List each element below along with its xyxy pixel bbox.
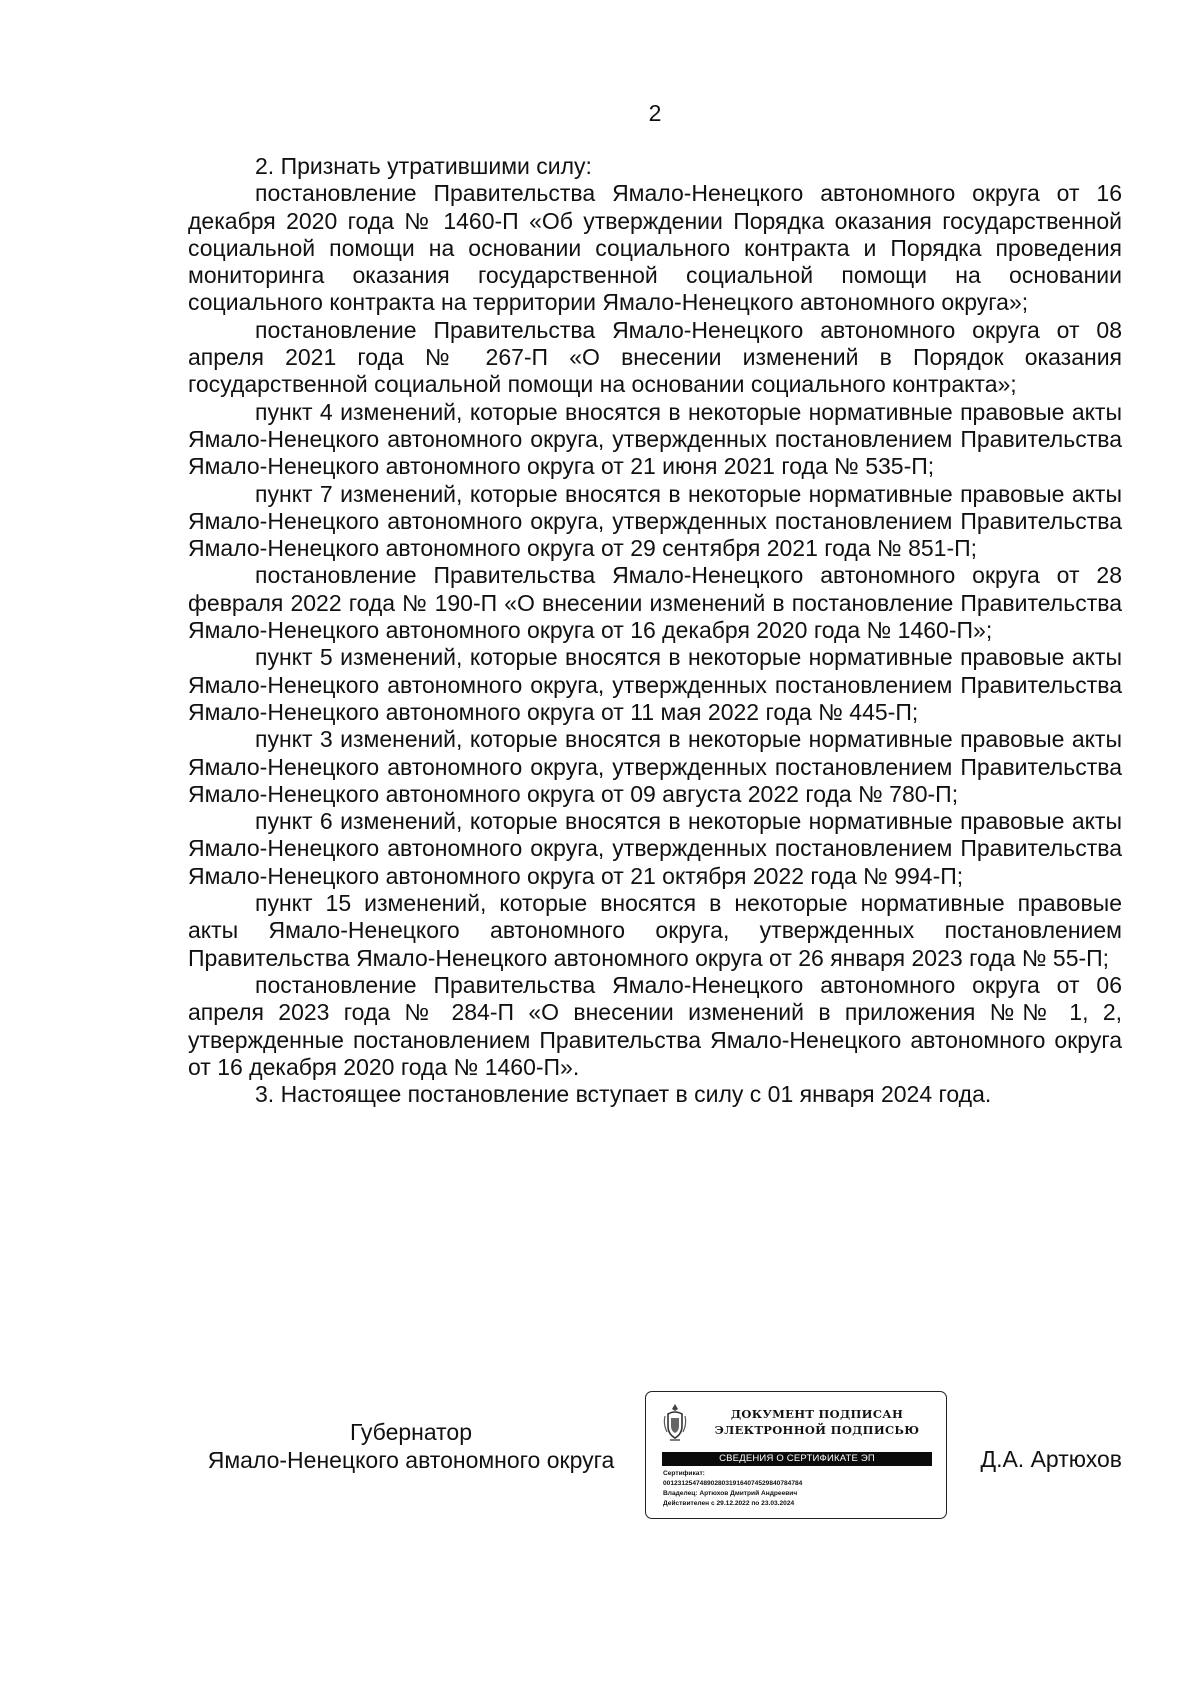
- signature-block: [0, 1388, 1200, 1528]
- paragraph: пункт 7 изменений, которые вносятся в некоторые нормативные правовые акты Ямало-Ненецкого автономного округа, утвержденных постановлением Правительства Ямало-Ненецкого автономного округа от 29 сентября 2021 года № 851-П;: [188, 480, 1122, 562]
- paragraph: постановление Правительства Ямало-Ненецкого автономного округа от 28 февраля 2022 года № 190-П «О внесении изменений в постановление Правительства Ямало-Ненецкого автономного округа от 16 декабря 2020 года № 1460-П»;: [188, 562, 1122, 644]
- signatory-position-line: Ямало-Ненецкого автономного округа: [207, 1447, 615, 1473]
- certificate-details: [663, 1469, 939, 1509]
- stamp-title-line: ЭЛЕКТРОННОЙ ПОДПИСЬЮ: [714, 1423, 920, 1437]
- paragraph: пункт 6 изменений, которые вносятся в некоторые нормативные правовые акты Ямало-Ненецкого автономного округа, утвержденных постановлением Правительства Ямало-Ненецкого автономного округа от 21 октября 2022 года № 994-П;: [188, 808, 1122, 889]
- paragraph: 3. Настоящее постановление вступает в силу с 01 января 2024 года.: [255, 1081, 992, 1108]
- paragraph: 2. Признать утратившими силу:: [255, 153, 592, 179]
- certificate-label: Сертификат:: [663, 1470, 705, 1477]
- certificate-owner: Владелец: Артюхов Дмитрий Андреевич: [663, 1490, 798, 1497]
- certificate-number: 00123125474890280319164074529840784784: [663, 1480, 803, 1487]
- coat-of-arms-icon: [662, 1402, 688, 1444]
- paragraph: пункт 15 изменений, которые вносятся в некоторые нормативные правовые акты Ямало-Ненецкого автономного округа, утвержденных постановлением Правительства Ямало-Ненецкого автономного округа от 26 января 2023 года № 55-П;: [188, 890, 1122, 971]
- signatory-position-line: Губернатор: [349, 1419, 473, 1445]
- paragraph: постановление Правительства Ямало-Ненецкого автономного округа от 16 декабря 2020 года № 1460-П «Об утверждении Порядка оказания государственной социальной помощи на основании социального контракта и Порядка проведения мониторинга оказания государственной социальной помощи на основании социального контракта на территории Ямало-Ненецкого автономного округа»;: [188, 180, 1122, 316]
- document-body: [188, 153, 1122, 1108]
- certificate-validity: Действителен с 29.12.2022 по 23.03.2024: [663, 1500, 795, 1507]
- paragraph: постановление Правительства Ямало-Ненецкого автономного округа от 08 апреля 2021 года № 267-П «О внесении изменений в Порядок оказания государственной социальной помощи на основании социального контракта»;: [188, 316, 1122, 398]
- electronic-signature-stamp: [645, 1391, 947, 1519]
- stamp-title: [701, 1406, 933, 1438]
- stamp-title-line: ДОКУМЕНТ ПОДПИСАН: [730, 1407, 904, 1421]
- certificate-info-bar: СВЕДЕНИЯ О СЕРТИФИКАТЕ ЭП: [662, 1452, 932, 1466]
- paragraph: пункт 4 изменений, которые вносятся в некоторые нормативные правовые акты Ямало-Ненецкого автономного округа, утвержденных постановлением Правительства Ямало-Ненецкого автономного округа от 21 июня 2021 года № 535-П;: [188, 398, 1122, 480]
- signatory-position: [188, 1418, 634, 1474]
- paragraph: пункт 5 изменений, которые вносятся в некоторые нормативные правовые акты Ямало-Ненецкого автономного округа, утвержденных постановлением Правительства Ямало-Ненецкого автономного округа от 11 мая 2022 года № 445-П;: [188, 644, 1122, 725]
- paragraph: постановление Правительства Ямало-Ненецкого автономного округа от 06 апреля 2023 года № 284-П «О внесении изменений в приложения №№ 1, 2, утвержденные постановлением Правительства Ямало-Ненецкого автономного округа от 16 декабря 2020 года № 1460-П».: [188, 971, 1122, 1080]
- paragraph: пункт 3 изменений, которые вносятся в некоторые нормативные правовые акты Ямало-Ненецкого автономного округа, утвержденных постановлением Правительства Ямало-Ненецкого автономного округа от 09 августа 2022 года № 780-П;: [188, 726, 1122, 807]
- signatory-name: Д.А. Артюхов: [980, 1446, 1122, 1472]
- page-number: 2: [648, 100, 662, 126]
